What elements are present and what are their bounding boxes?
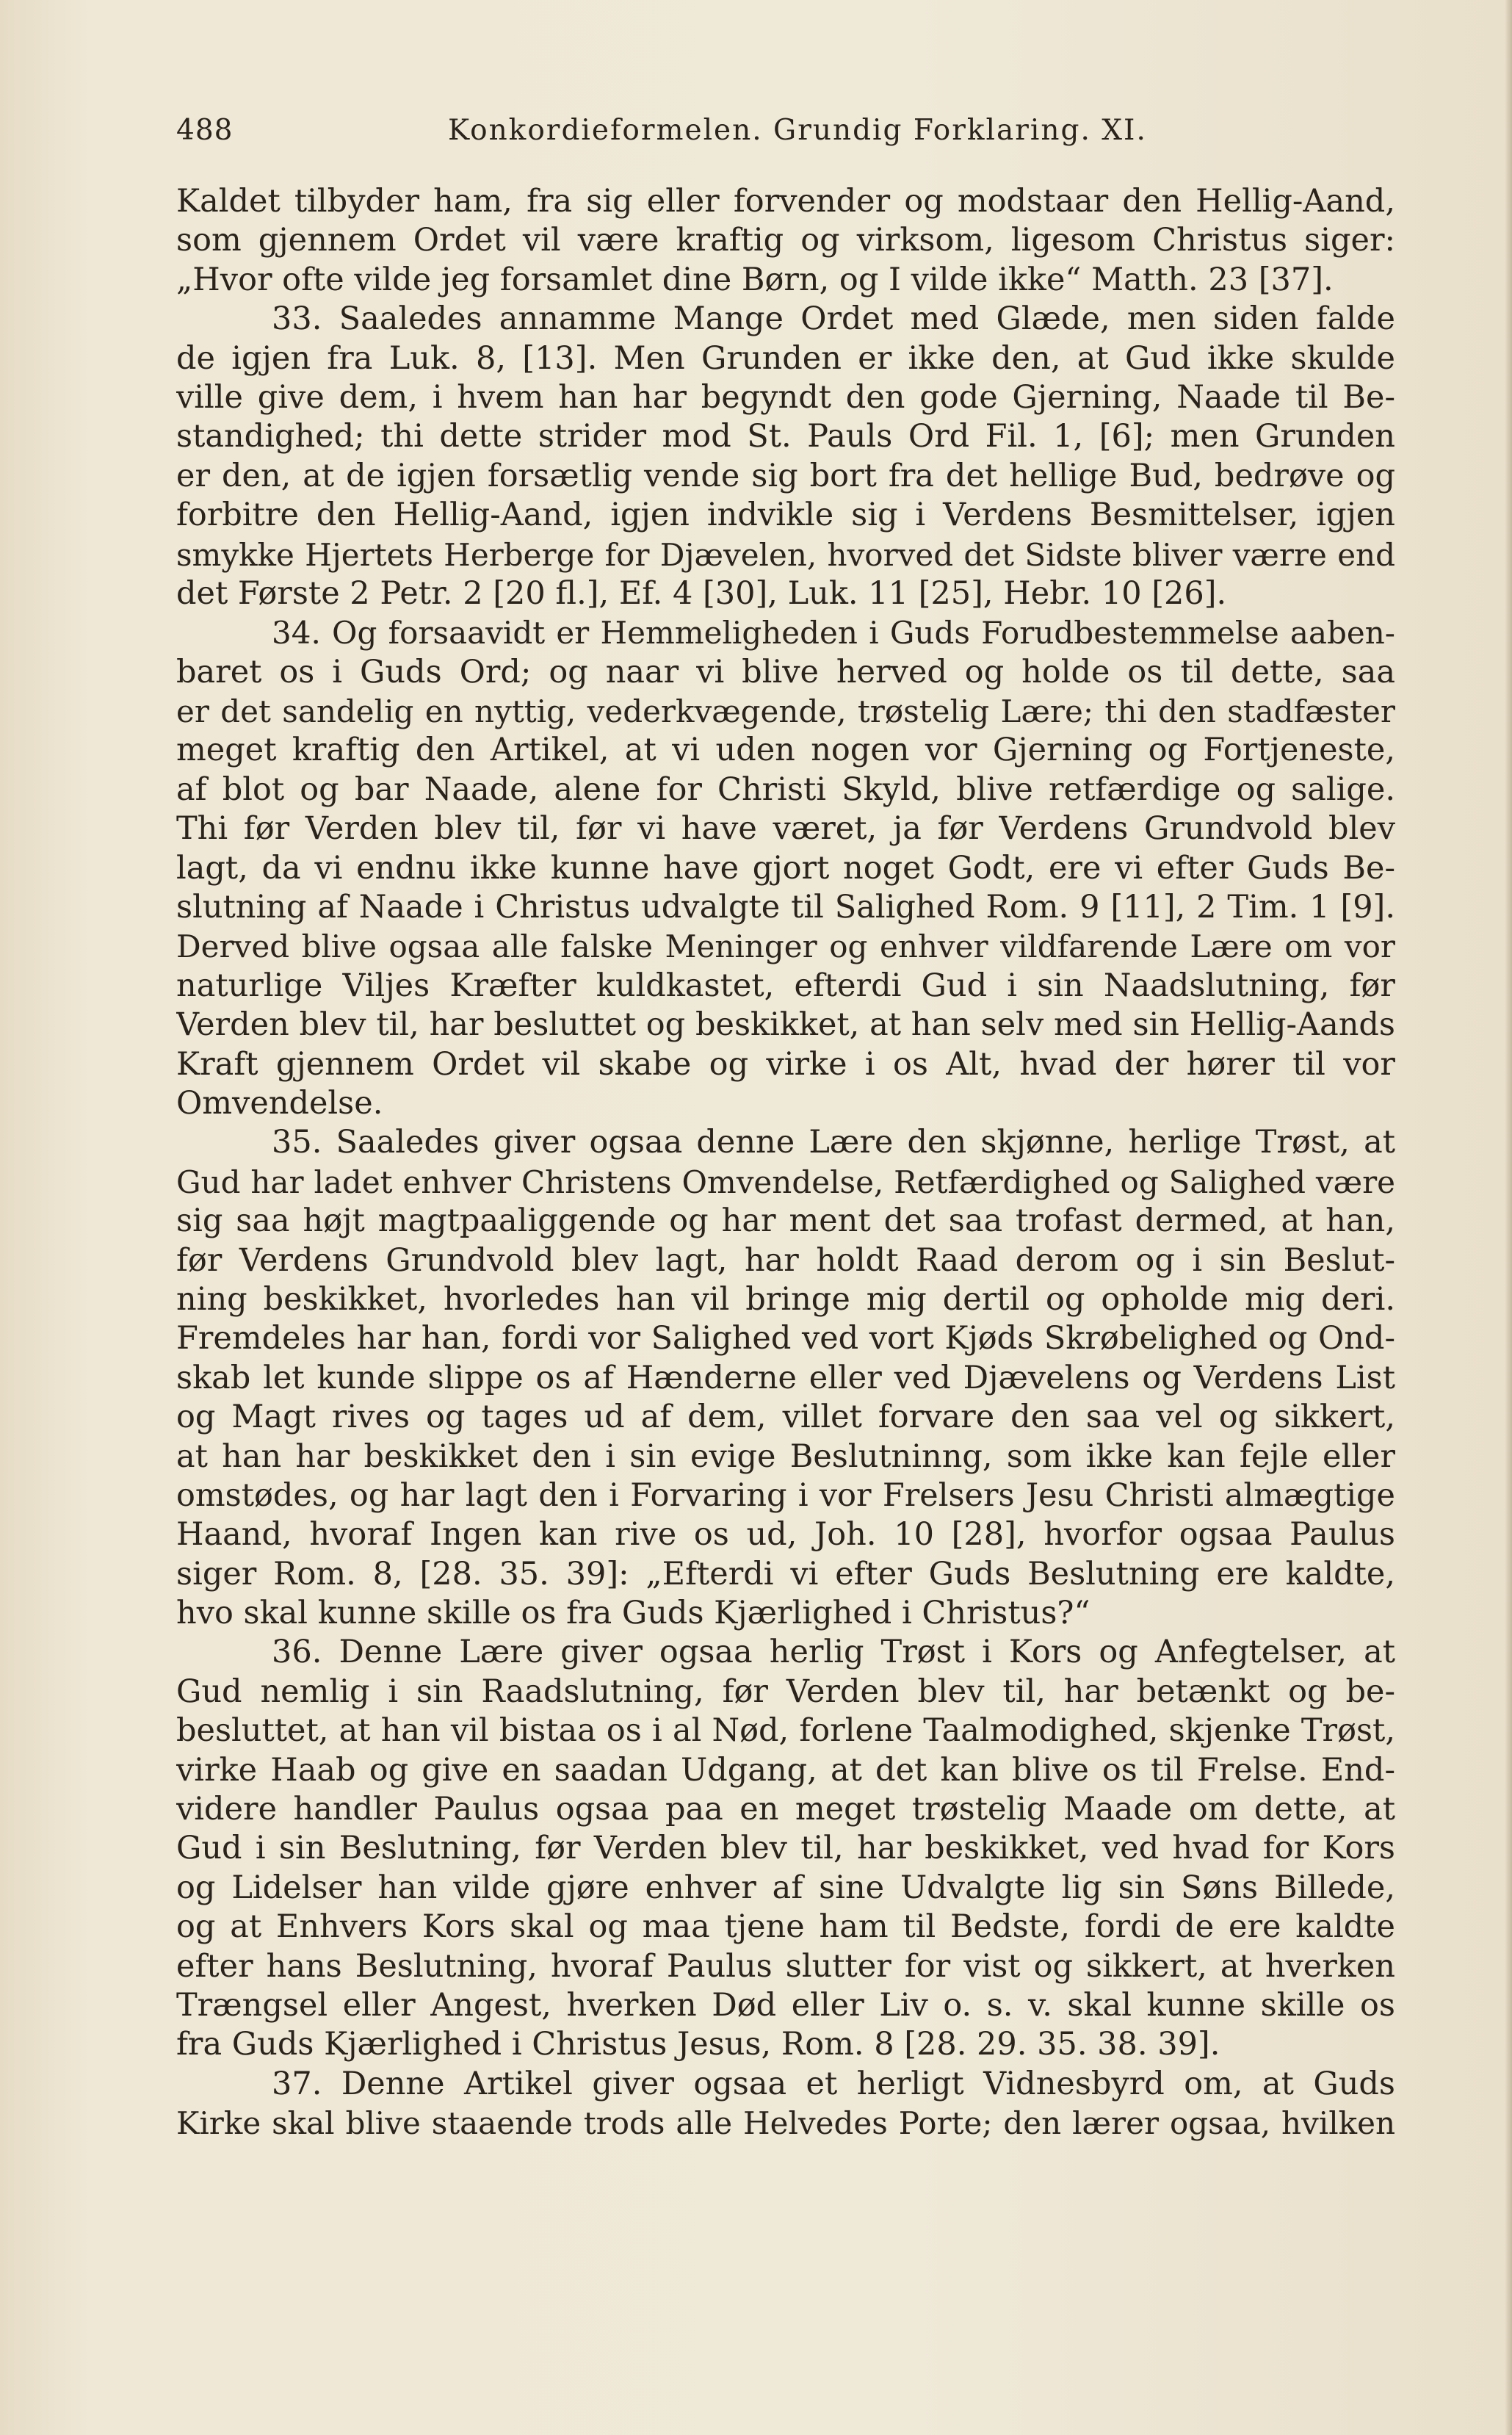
paragraph-first-line: 36. Denne Lære giver ogsaa herlig Trøst i Kors og Anfegtelser, at xyxy=(272,1634,1395,1671)
text-line: besluttet, at han vil bistaa os i al Nød, forlene Taalmodighed, skjenke Trøst, xyxy=(176,1712,1395,1750)
body-text xyxy=(176,182,1395,2143)
text-line: og at Enhvers Kors skal og maa tjene ham til Bedste, fordi de ere kaldte xyxy=(176,1908,1395,1946)
text-line: skab let kunde slippe os af Hænderne eller ved Djævelens og Verdens List xyxy=(176,1359,1395,1396)
text-line: naturlige Viljes Kræfter kuldkastet, efterdi Gud i sin Naadslutning, før xyxy=(176,967,1395,1004)
text-line: er den, at de igjen forsætlig vende sig bort fra det hellige Bud, bedrøve og xyxy=(176,457,1395,494)
text-line: forbitre den Hellig-Aand, igjen indvikle sig i Verdens Besmittelser, igjen xyxy=(176,497,1395,534)
text-line: Trængsel eller Angest, hverken Død eller Liv o. s. v. skal kunne skille os xyxy=(176,1986,1395,2024)
text-line: sig saa højt magtpaaliggende og har ment det saa trofast dermed, at han, xyxy=(176,1202,1395,1240)
text-line: lagt, da vi endnu ikke kunne have gjort noget Godt, ere vi efter Guds Be- xyxy=(176,849,1395,887)
text-line: er det sandelig en nyttig, vederkvægende, trøstelig Lære; thi den stadfæster xyxy=(176,693,1395,730)
text-line: meget kraftig den Artikel, at vi uden nogen vor Gjerning og Fortjeneste, xyxy=(176,732,1395,769)
text-line: Haand, hvoraf Ingen kan rive os ud, Joh. 10 [28], hvorfor ogsaa Paulus xyxy=(176,1516,1395,1554)
paragraph-first-line: 35. Saaledes giver ogsaa denne Lære den skjønne, herlige Trøst, at xyxy=(272,1124,1395,1161)
running-title: Konkordieformelen. Grundig Forklaring. XI. xyxy=(448,114,1147,147)
text-line: Kaldet tilbyder ham, fra sig eller forvender og modstaar den Hellig-Aand, xyxy=(176,183,1395,220)
text-line: efter hans Beslutning, hvoraf Paulus slutter for vist og sikkert, at hverken xyxy=(176,1947,1395,1985)
running-header xyxy=(176,109,1395,153)
text-line: det Første 2 Petr. 2 [20 fl.], Ef. 4 [30], Luk. 11 [25], Hebr. 10 [26]. xyxy=(176,574,1227,612)
text-line: som gjennem Ordet vil være kraftig og virksom, ligesom Christus siger: xyxy=(176,222,1395,259)
text-line: virke Haab og give en saadan Udgang, at det kan blive os til Frelse. End- xyxy=(176,1751,1395,1789)
text-line: Thi før Verden blev til, før vi have været, ja før Verdens Grundvold blev xyxy=(176,810,1395,848)
text-line: Kraft gjennem Ordet vil skabe og virke i os Alt, hvad der hører til vor xyxy=(176,1045,1395,1083)
text-line: standighed; thi dette strider mod St. Pauls Ord Fil. 1, [6]; men Grunden xyxy=(176,418,1395,455)
text-line: Derved blive ogsaa alle falske Meninger og enhver vildfarende Lære om vor xyxy=(176,928,1395,965)
text-line: baret os i Guds Ord; og naar vi blive herved og holde os til dette, saa xyxy=(176,653,1395,690)
paragraph-first-line: 34. Og forsaavidt er Hemmeligheden i Guds Forudbestemmelse aaben- xyxy=(272,615,1395,652)
text-line: „Hvor ofte vilde jeg forsamlet dine Børn, og I vilde ikke“ Matth. 23 [37]. xyxy=(176,261,1334,298)
text-line: før Verdens Grundvold blev lagt, har holdt Raad derom og i sin Beslut- xyxy=(176,1241,1395,1279)
text-line: Kirke skal blive staaende trods alle Helvedes Porte; den lærer ogsaa, hvilken xyxy=(176,2105,1395,2142)
text-line: og Magt rives og tages ud af dem, villet forvare den saa vel og sikkert, xyxy=(176,1399,1395,1436)
paragraph-first-line: 33. Saaledes annamme Mange Ordet med Glæde, men siden falde xyxy=(272,300,1395,338)
text-line: videre handler Paulus ogsaa paa en meget trøstelig Maade om dette, at xyxy=(176,1791,1395,1828)
page-number: 488 xyxy=(176,114,234,147)
text-line: smykke Hjertets Herberge for Djævelen, hvorved det Sidste bliver værre end xyxy=(176,536,1395,573)
paragraph-first-line: 37. Denne Artikel giver ogsaa et herligt Vidnesbyrd om, at Guds xyxy=(272,2065,1395,2102)
text-line: omstødes, og har lagt den i Forvaring i vor Frelsers Jesu Christi almægtige xyxy=(176,1476,1395,1514)
text-line: de igjen fra Luk. 8, [13]. Men Grunden er ikke den, at Gud ikke skulde xyxy=(176,339,1395,377)
text-line: siger Rom. 8, [28. 35. 39]: „Efterdi vi efter Guds Beslutning ere kaldte, xyxy=(176,1555,1395,1592)
text-line: Verden blev til, har besluttet og beskikket, at han selv med sin Hellig-Aands xyxy=(176,1006,1395,1044)
text-line: hvo skal kunne skille os fra Guds Kjærlighed i Christus?“ xyxy=(176,1595,1090,1632)
text-line: Gud i sin Beslutning, før Verden blev til, har beskikket, ved hvad for Kors xyxy=(176,1830,1395,1867)
text-line: Gud har ladet enhver Christens Omvendelse, Retfærdighed og Salighed være xyxy=(176,1164,1395,1200)
page-edge-shadow xyxy=(1505,0,1512,2435)
text-line: ville give dem, i hvem han har begyndt den gode Gjerning, Naade til Be- xyxy=(176,378,1395,416)
text-line: Omvendelse. xyxy=(176,1084,383,1122)
text-line: Gud nemlig i sin Raadslutning, før Verden blev til, har betænkt og be- xyxy=(176,1673,1395,1710)
text-line: ning beskikket, hvorledes han vil bringe mig dertil og opholde mig deri. xyxy=(176,1280,1395,1318)
text-line: og Lidelser han vilde gjøre enhver af sine Udvalgte lig sin Søns Billede, xyxy=(176,1869,1395,1906)
text-line: slutning af Naade i Christus udvalgte til Salighed Rom. 9 [11], 2 Tim. 1 [9]. xyxy=(176,889,1395,926)
text-line: Fremdeles har han, fordi vor Salighed ved vort Kjøds Skrøbelighed og Ond- xyxy=(176,1320,1395,1357)
text-line: fra Guds Kjærlighed i Christus Jesus, Rom. 8 [28. 29. 35. 38. 39]. xyxy=(176,2026,1220,2063)
text-line: af blot og bar Naade, alene for Christi Skyld, blive retfærdige og salige. xyxy=(176,771,1395,808)
text-line: at han har beskikket den i sin evige Beslutninng, som ikke kan fejle eller xyxy=(176,1437,1395,1475)
